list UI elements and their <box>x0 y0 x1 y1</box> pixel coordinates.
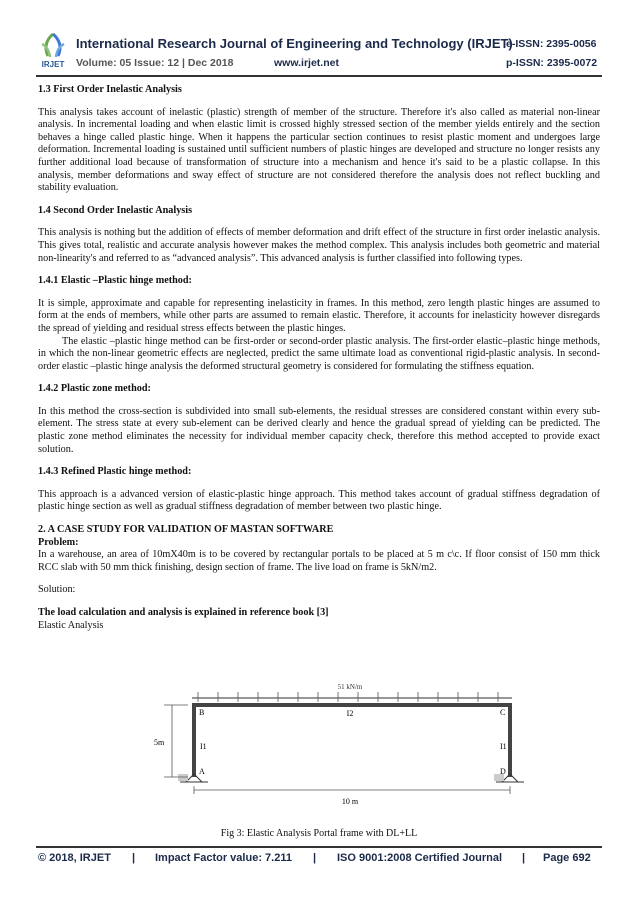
section-1-4-3-heading: 1.4.3 Refined Plastic hinge method: <box>38 466 192 478</box>
section-1-4-2-heading: 1.4.2 Plastic zone method: <box>38 383 151 395</box>
section-2-heading: 2. A CASE STUDY FOR VALIDATION OF MASTAN SOFTWARE <box>38 524 334 536</box>
node-d-label: D <box>500 767 506 776</box>
left-column <box>192 703 196 777</box>
section-1-4-1-heading: 1.4.1 Elastic –Plastic hinge method: <box>38 275 192 287</box>
node-b-label: B <box>199 708 205 717</box>
journal-title: International Research Journal of Engineering and Technology (IRJET) <box>76 36 513 51</box>
left-column-inertia-label: I1 <box>200 742 207 751</box>
right-column <box>508 703 512 777</box>
p-issn: p-ISSN: 2395-0072 <box>506 57 598 69</box>
beam-inertia-label: I2 <box>346 709 354 718</box>
footer-iso: ISO 9001:2008 Certified Journal <box>337 852 503 864</box>
node-a-label: A <box>199 767 205 776</box>
section-1-3-body: This analysis takes account of inelastic (plastic) strength of member of the structure. Therefore it's also called as material non-linear analysis. In incremental loading and when elastic limit is crossed highly stressed section of the member yields entirely and the section behaves a hinge called plastic hinge. When it happens the particular section continues to resist plastic moment and undergoes large deformation. Incremental loading is sustained until sufficient numbers of plastic hinges are developed and structure no longer resists any further additional load because of transformation of structure into a mechanism and hence it's said to be a plastic collapse. In this analysis, member deformations and sway effect of structure are not considered therefore the analysis does not reflect buckling and stability evaluation. <box>38 106 600 194</box>
portal-frame-figure <box>150 682 530 824</box>
problem-body: In a warehouse, an area of 10mX40m is to be covered by rectangular portals to be placed at 5 m c\c. If floor consist of 150 mm thick RCC slab with 50 mm thick finishing, design section of frame. The live load on frame is 5kN/m2. <box>38 549 600 573</box>
header-rule <box>36 75 602 77</box>
footer-impact-factor: Impact Factor value: 7.211 <box>155 852 292 864</box>
journal-website-link[interactable]: www.irjet.net <box>274 57 339 69</box>
section-1-3-heading: 1.3 First Order Inelastic Analysis <box>38 84 182 95</box>
footer-separator-1: | <box>132 852 136 864</box>
footer-separator-2: | <box>313 852 317 864</box>
support-d <box>494 774 524 782</box>
problem-label: Problem: <box>38 536 79 548</box>
span-label: 10 m <box>341 797 359 806</box>
section-1-4-body: This analysis is nothing but the addition of effects of member deformation and drift effect of the structure in first order inelastic analysis. This gives total, realistic and accurate analysis however makes the method complex. This analysis includes both geometric and material non-linearity's and referred to as “advanced analysis”. This advanced analysis is further classified into following types. <box>38 227 600 264</box>
section-1-4-heading: 1.4 Second Order Inelastic Analysis <box>38 204 193 216</box>
section-1-4-2-body: In this method the cross-section is subdivided into small sub-elements, the residual stresses are considered constant within every sub-element. The stress state at every sub-element can be derived clearly and hence the gradual spread of yielding can be predicted. The plastic zone method eliminates the necessity for individual member capacity check, therefore this method accepted to provide exact solution. <box>38 405 600 455</box>
footer-separator-3: | <box>522 852 526 864</box>
footer-copyright: © 2018, IRJET <box>38 852 111 864</box>
span-dimension <box>194 786 510 794</box>
reference-note: The load calculation and analysis is explained in reference book [3] <box>38 607 329 618</box>
section-1-4-1-body-1: It is simple, approximate and capable for representing inelasticity in frames. In this method, zero length plastic hinges are assumed to form at the ends of members, while other parts are assumed to remain elastic. Therefore, it accounts for inelasticity however disregards the spread of yielding and residual stress effects between the plastic hinges. <box>38 297 600 334</box>
elastic-analysis-label: Elastic Analysis <box>38 619 104 631</box>
e-issn: e-ISSN: 2395-0056 <box>506 38 597 50</box>
solution-label: Solution: <box>38 584 76 596</box>
footer-page-number: Page 692 <box>543 852 591 864</box>
node-c-label: C <box>500 708 506 717</box>
section-1-4-3-body: This approach is a advanced version of elastic-plastic hinge approach. This method takes account of gradual stiffness degradation of plastic hinge section as well as gradual stiffness degradation of member between two plastic hinge. <box>38 488 600 513</box>
height-label: 5m <box>154 738 165 747</box>
footer-rule <box>36 846 602 848</box>
right-column-inertia-label: I1 <box>500 742 507 751</box>
figure-caption: Fig 3: Elastic Analysis Portal frame with DL+LL <box>220 828 418 839</box>
article-body <box>38 84 600 632</box>
height-dimension <box>164 705 188 777</box>
journal-logo <box>34 30 72 70</box>
volume-issue: Volume: 05 Issue: 12 | Dec 2018 <box>76 57 234 69</box>
section-1-4-1-body-2: The elastic –plastic hinge method can be first-order or second-order plastic analysis. The first-order elastic–plastic hinge methods, in which the non-linear geometric effects are neglected, predict the same ultimate load as conventional rigid-plastic analysis. In second-order elastic –plastic hinge analysis the deformed structural geometry is considered for formulating the stiffness equation. <box>38 335 600 372</box>
distributed-load <box>192 692 512 702</box>
logo-text: IRJET <box>41 60 65 69</box>
beam-member <box>192 703 512 707</box>
load-label: 51 kN/m <box>337 683 363 691</box>
